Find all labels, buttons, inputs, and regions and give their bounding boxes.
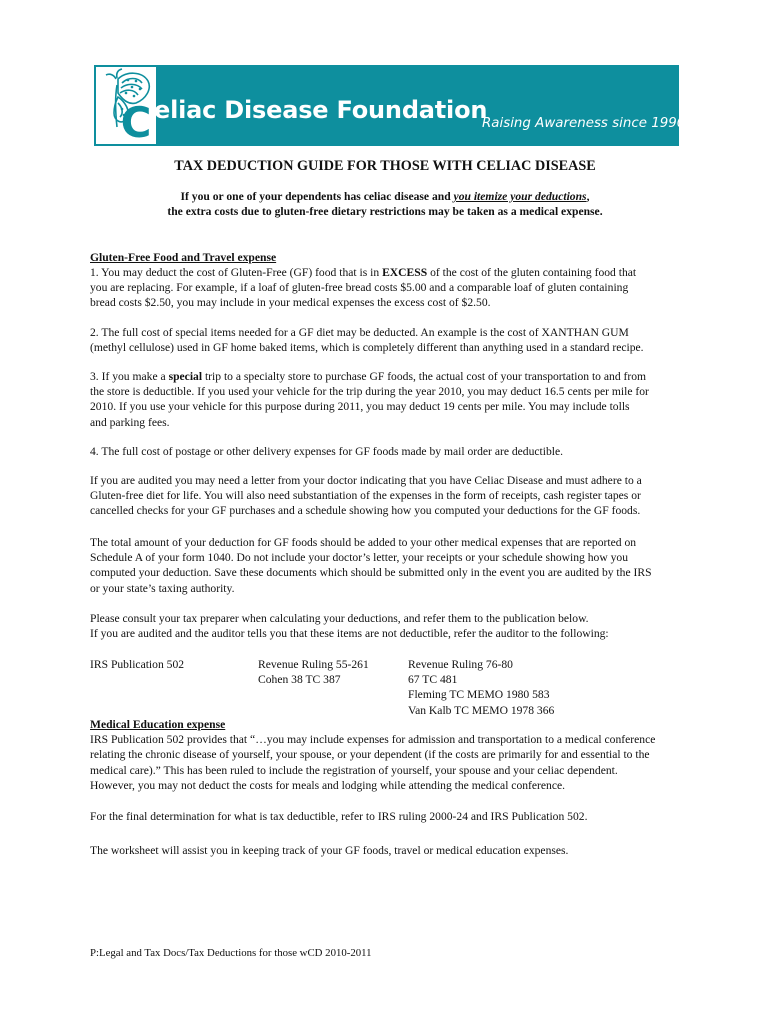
paragraph-line: or your state’s taxing authority. — [90, 581, 235, 595]
intro-line-2: the extra costs due to gluten-free dietary restrictions may be taken as a medical expense. — [167, 205, 603, 219]
paragraph-line — [90, 265, 730, 280]
text-run: of the cost of the gluten containing food that — [427, 266, 637, 279]
paragraph-line: you are replacing. For example, if a loaf of gluten-free bread costs $5.00 and a comparable loaf of gluten containing — [90, 281, 629, 295]
logo — [96, 67, 156, 144]
medical-education-section — [90, 717, 730, 793]
consult-paragraph — [90, 611, 730, 641]
paragraph-line: IRS Publication 502 provides that “…you may include expenses for admission and transportation to a medical conference — [90, 733, 656, 747]
paragraph-line: 4. The full cost of postage or other delivery expenses for GF foods made by mail order are deductible. — [90, 445, 564, 458]
paragraph-line: medical care).” This has been ruled to include the registration of yourself, your spouse and your celiac dependent. — [90, 763, 618, 777]
document-title: TAX DEDUCTION GUIDE FOR THOSE WITH CELIAC DISEASE — [174, 158, 596, 174]
intro-line-1-post: , — [586, 190, 590, 203]
paragraph-line: bread costs $2.50, you may include in your medical expenses the excess cost of $2.50. — [90, 296, 491, 310]
section-food-travel-heading — [90, 250, 730, 265]
bold-text: EXCESS — [382, 266, 428, 279]
reference-item: Revenue Ruling 55-261 — [258, 658, 369, 671]
header-banner — [94, 65, 686, 146]
footer-file-path: P:Legal and Tax Docs/Tax Deductions for those wCD 2010-2011 — [90, 947, 372, 959]
paragraph-line: and parking fees. — [90, 415, 170, 429]
reference-column-3 — [408, 657, 554, 718]
legal-references — [90, 657, 730, 719]
audit-paragraph — [90, 473, 730, 519]
paragraph-line: (methyl cellulose) used in GF home baked items, which is completely different than anything used in a standard recipe. — [90, 341, 644, 355]
section-heading: Medical Education expense — [90, 718, 226, 731]
intro-line-1-pre: If you or one of your dependents has celiac disease and — [180, 190, 454, 203]
paragraph-line: computed your deduction. Save these documents which should be submitted only in the event you are audited by the IRS — [90, 566, 652, 580]
reference-column-2 — [258, 657, 369, 687]
total-deduction-paragraph — [90, 535, 730, 596]
paragraph-line: However, you may not deduct the costs for meals and lodging while attending the medical conference. — [90, 778, 566, 792]
paragraph-line: The total amount of your deduction for GF foods should be added to your other medical expenses that are reported on — [90, 536, 637, 549]
paragraph-line: The worksheet will assist you in keeping track of your GF foods, travel or medical education expenses. — [90, 844, 569, 857]
paragraph-line: Gluten-free diet for life. You will also need substantiation of the expenses in the form of receipts, cash register tapes or — [90, 489, 641, 503]
text-run: 1. You may deduct the cost of Gluten-Free (GF) food that is in — [90, 266, 383, 279]
paragraph-line: Please consult your tax preparer when calculating your deductions, and refer them to the publication below. — [90, 612, 589, 625]
reference-item: IRS Publication 502 — [90, 658, 185, 671]
reference-column-1 — [90, 657, 184, 672]
paragraph-line: If you are audited and the auditor tells you that these items are not deductible, refer the auditor to the following: — [90, 627, 609, 641]
paragraph-line: 2. The full cost of special items needed for a GF diet may be deducted. An example is the cost of XANTHAN GUM — [90, 326, 629, 339]
organization-name: eliac Disease Foundation — [154, 96, 488, 124]
paragraph-line: relating the chronic disease of yourself, your spouse, or your dependent (if the costs are primarily for and essential to the — [90, 748, 650, 762]
paragraph-4 — [90, 444, 730, 459]
reference-item: 67 TC 481 — [408, 673, 458, 687]
paragraph-line: Schedule A of your form 1040. Do not include your doctor’s letter, your receipts or your schedule showing how you — [90, 551, 629, 565]
butterfly-icon — [96, 67, 156, 144]
reference-item: Fleming TC MEMO 1980 583 — [408, 688, 550, 702]
paragraph-line: 2010. If you use your vehicle for this purpose during 2011, you may deduct 19 cents per mile. You may include tolls — [90, 400, 630, 414]
section-heading: Gluten-Free Food and Travel expense — [90, 251, 277, 264]
paragraph-1 — [90, 265, 730, 311]
paragraph-2 — [90, 325, 730, 355]
logo-letter: C — [120, 98, 152, 144]
reference-item: Van Kalb TC MEMO 1978 366 — [408, 703, 555, 717]
paragraph-line: For the final determination for what is tax deductible, refer to IRS ruling 2000-24 and IRS Publication 502. — [90, 810, 588, 823]
text-run: 3. If you make a — [90, 370, 169, 383]
paragraph-line — [90, 369, 730, 384]
paragraph-line: If you are audited you may need a letter from your doctor indicating that you have Celiac Disease and must adhere to a — [90, 474, 642, 487]
paragraph-line: the store is deductible. If you used your vehicle for the trip during the year 2010, you may deduct 16.5 cents per mile for — [90, 385, 649, 399]
reference-item: Cohen 38 TC 387 — [258, 673, 341, 687]
text-run: trip to a specialty store to purchase GF foods, the actual cost of your transportation to and from — [202, 370, 647, 383]
final-determination-paragraph — [90, 809, 730, 824]
paragraph-3 — [90, 369, 730, 430]
intro-line-1 — [0, 189, 770, 204]
tagline: Raising Awareness since 1990 — [482, 116, 686, 131]
reference-item: Revenue Ruling 76-80 — [408, 658, 513, 671]
intro-text — [0, 189, 770, 219]
itemize-emphasis: you itemize your deductions — [453, 190, 587, 203]
bold-text: special — [168, 370, 203, 383]
paragraph-line: cancelled checks for your GF purchases and a schedule showing how you computed your deductions for the GF foods. — [90, 504, 641, 518]
worksheet-paragraph — [90, 843, 730, 858]
